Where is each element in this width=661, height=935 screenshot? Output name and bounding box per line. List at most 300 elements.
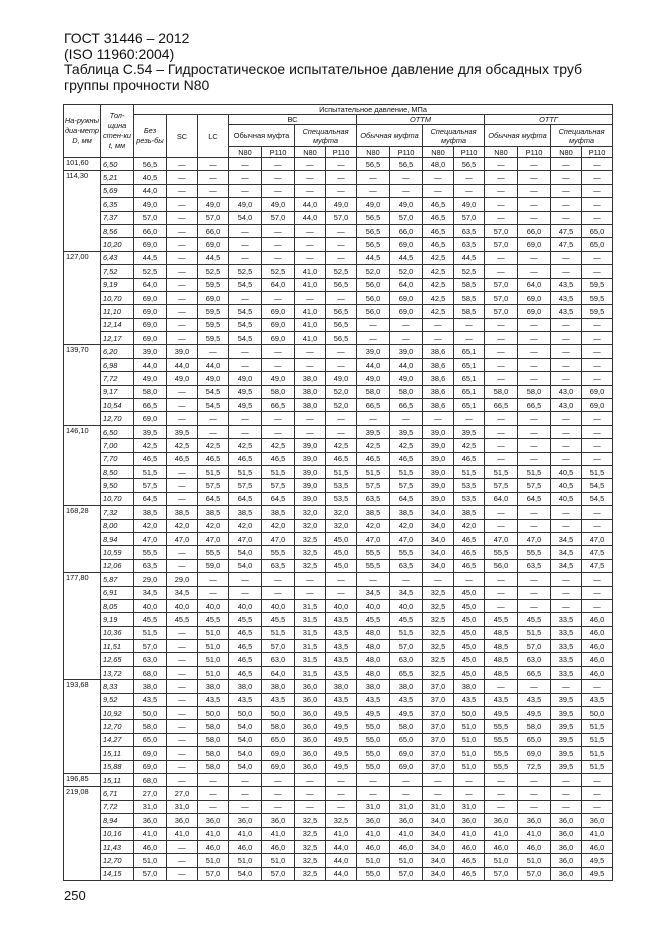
pressure-cell: — [485, 318, 518, 331]
header-ottm: ОТТМ [357, 115, 485, 125]
pressure-cell: — [295, 412, 326, 425]
pressure-cell: 59,5 [198, 305, 229, 318]
pressure-cell: — [262, 251, 295, 264]
wall-thickness-cell: 12,65 [101, 653, 134, 666]
pressure-cell: — [582, 519, 613, 532]
wall-thickness-cell: 7,00 [101, 439, 134, 452]
header-grade-n80: N80 [485, 147, 518, 158]
pressure-cell: 39,0 [390, 345, 423, 358]
pressure-cell: 51,5 [582, 733, 613, 746]
pressure-cell: — [551, 452, 582, 465]
header-ottg: ОТТГ [485, 115, 613, 125]
pressure-cell: 42,0 [229, 519, 262, 532]
pressure-cell: 56,5 [357, 158, 390, 171]
pressure-cell: 49,0 [262, 198, 295, 211]
pressure-cell: — [582, 599, 613, 612]
wall-thickness-cell: 7,70 [101, 452, 134, 465]
pressure-cell: 41,0 [198, 827, 229, 840]
header-grade-p110: P110 [390, 147, 423, 158]
table-row [64, 492, 613, 505]
pressure-cell: 45,5 [390, 613, 423, 626]
pressure-cell: 58,5 [454, 305, 485, 318]
pressure-cell: — [582, 412, 613, 425]
pressure-cell: 66,5 [518, 666, 551, 679]
wall-thickness-cell: 7,72 [101, 800, 134, 813]
pressure-cell: 55,5 [357, 546, 390, 559]
pressure-cell: 38,5 [198, 506, 229, 519]
pressure-cell: 42,0 [390, 519, 423, 532]
header-lc: LC [198, 115, 229, 158]
pressure-cell: 51,0 [454, 747, 485, 760]
pressure-cell: — [295, 586, 326, 599]
pressure-cell: 52,0 [357, 265, 390, 278]
pressure-cell: 32,5 [423, 640, 454, 653]
pressure-cell: 32,5 [295, 532, 326, 545]
wall-thickness-cell: 8,56 [101, 224, 134, 237]
pressure-cell: 31,0 [454, 800, 485, 813]
pressure-cell: 40,0 [167, 599, 198, 612]
pressure-cell: 45,0 [454, 640, 485, 653]
pressure-cell: 40,0 [198, 599, 229, 612]
pressure-cell: 51,0 [518, 854, 551, 867]
pressure-cell: — [167, 854, 198, 867]
pressure-cell: 69,0 [518, 291, 551, 304]
pressure-cell: — [167, 211, 198, 224]
pressure-cell: — [518, 318, 551, 331]
pressure-cell: — [229, 224, 262, 237]
pressure-cell: 39,5 [551, 707, 582, 720]
pressure-cell: 51,5 [582, 760, 613, 773]
pressure-cell: — [167, 224, 198, 237]
pressure-cell: — [551, 251, 582, 264]
header-bc-special: Специальная муфта [295, 125, 357, 147]
pressure-cell: — [485, 452, 518, 465]
pressure-cell: 40,0 [390, 599, 423, 612]
pressure-cell: 51,5 [518, 465, 551, 478]
pressure-cell: 43,5 [390, 693, 423, 706]
table-row [64, 626, 613, 639]
pressure-cell: — [262, 238, 295, 251]
pressure-cell: 47,0 [582, 532, 613, 545]
pressure-cell: — [551, 439, 582, 452]
pressure-cell: 51,0 [454, 733, 485, 746]
pressure-cell: — [167, 546, 198, 559]
pressure-cell: 59,5 [198, 318, 229, 331]
pressure-cell: — [518, 171, 551, 184]
pressure-cell: 49,5 [582, 854, 613, 867]
pressure-cell: 40,0 [326, 599, 357, 612]
pressure-cell: 56,5 [326, 332, 357, 345]
table-row [64, 399, 613, 412]
pressure-cell: 51,5 [134, 465, 167, 478]
pressure-cell: 36,0 [551, 827, 582, 840]
wall-thickness-cell: 8,50 [101, 465, 134, 478]
pressure-cell: — [167, 251, 198, 264]
pressure-cell: 37,0 [423, 693, 454, 706]
pressure-cell: 55,5 [518, 546, 551, 559]
table-row [64, 586, 613, 599]
pressure-cell: 36,0 [551, 854, 582, 867]
header-sc: SC [167, 115, 198, 158]
header-grade-p110: P110 [262, 147, 295, 158]
pressure-cell: 48,0 [357, 666, 390, 679]
outer-diameter-cell: 114,30 [64, 171, 101, 251]
pressure-cell: 46,5 [454, 532, 485, 545]
pressure-cell: 38,0 [295, 372, 326, 385]
pressure-cell: 56,0 [357, 291, 390, 304]
pressure-cell: 65,0 [518, 733, 551, 746]
pressure-cell: — [518, 198, 551, 211]
pressure-cell: 46,5 [229, 452, 262, 465]
pressure-cell: 33,5 [551, 653, 582, 666]
pressure-cell: 43,5 [262, 693, 295, 706]
pressure-cell: 57,0 [518, 640, 551, 653]
pressure-cell: — [295, 773, 326, 786]
pressure-cell: 63,5 [454, 238, 485, 251]
pressure-cell: 37,0 [423, 733, 454, 746]
pressure-cell: — [582, 265, 613, 278]
pressure-cell: 49,5 [326, 747, 357, 760]
table-row [64, 680, 613, 693]
pressure-cell: 38,0 [390, 680, 423, 693]
wall-thickness-cell: 6,50 [101, 158, 134, 171]
pressure-cell: 41,0 [295, 305, 326, 318]
pressure-cell: 41,0 [229, 827, 262, 840]
pressure-cell: 44,0 [326, 854, 357, 867]
pressure-cell: — [454, 171, 485, 184]
pressure-cell: 39,0 [423, 492, 454, 505]
outer-diameter-cell: 139,70 [64, 345, 101, 425]
pressure-cell: 43,0 [551, 399, 582, 412]
header-grade-n80: N80 [551, 147, 582, 158]
pressure-cell: 52,0 [390, 265, 423, 278]
pressure-cell: 57,0 [485, 224, 518, 237]
pressure-cell: 46,5 [262, 452, 295, 465]
wall-thickness-cell: 12,06 [101, 559, 134, 572]
pressure-cell: 34,0 [423, 814, 454, 827]
pressure-cell: — [551, 265, 582, 278]
pressure-cell: 44,0 [198, 358, 229, 371]
pressure-cell: 47,0 [390, 532, 423, 545]
pressure-cell: 32,5 [295, 840, 326, 853]
pressure-cell: 42,5 [357, 439, 390, 452]
pressure-cell: 41,0 [134, 827, 167, 840]
table-caption-cont: группы прочности N80 [64, 76, 210, 93]
outer-diameter-cell: 219,08 [64, 787, 101, 881]
pressure-cell: — [485, 332, 518, 345]
pressure-cell: 36,0 [485, 814, 518, 827]
pressure-cell: 51,0 [454, 720, 485, 733]
pressure-cell: — [423, 184, 454, 197]
pressure-cell: 39,0 [295, 439, 326, 452]
pressure-cell: 49,0 [326, 372, 357, 385]
pressure-cell: — [229, 573, 262, 586]
header-grade-n80: N80 [229, 147, 262, 158]
header-bc: ВС [229, 115, 357, 125]
pressure-cell: — [295, 573, 326, 586]
pressure-cell: — [582, 452, 613, 465]
pressure-cell: — [295, 171, 326, 184]
pressure-cell: 57,5 [390, 479, 423, 492]
pressure-cell: 56,5 [326, 278, 357, 291]
pressure-cell: — [167, 693, 198, 706]
pressure-cell: 53,5 [454, 492, 485, 505]
table-row [64, 787, 613, 800]
pressure-cell: — [167, 559, 198, 572]
table-row [64, 800, 613, 813]
pressure-cell: 49,0 [357, 198, 390, 211]
pressure-cell: — [518, 506, 551, 519]
pressure-cell: — [518, 573, 551, 586]
pressure-cell: 69,0 [262, 305, 295, 318]
pressure-cell: 58,0 [198, 760, 229, 773]
table-row [64, 733, 613, 746]
pressure-cell: 66,0 [134, 224, 167, 237]
pressure-cell: 47,0 [167, 532, 198, 545]
pressure-cell: 41,0 [390, 827, 423, 840]
pressure-cell: 39,5 [134, 425, 167, 438]
pressure-cell: — [518, 184, 551, 197]
pressure-cell: 32,0 [326, 506, 357, 519]
pressure-cell: 47,0 [518, 532, 551, 545]
pressure-cell: — [229, 238, 262, 251]
pressure-cell: 44,0 [326, 867, 357, 880]
pressure-cell: — [229, 787, 262, 800]
header-grade-p110: P110 [518, 147, 551, 158]
pressure-cell: 66,5 [357, 399, 390, 412]
pressure-cell: — [582, 251, 613, 264]
pressure-cell: 47,5 [551, 238, 582, 251]
pressure-cell: 43,5 [326, 666, 357, 679]
wall-thickness-cell: 11,51 [101, 640, 134, 653]
table-row [64, 332, 613, 345]
pressure-cell: 55,0 [357, 720, 390, 733]
pressure-cell: — [485, 412, 518, 425]
pressure-cell: — [262, 224, 295, 237]
pressure-cell: 42,5 [134, 439, 167, 452]
table-row [64, 412, 613, 425]
pressure-cell: 38,6 [423, 385, 454, 398]
pressure-cell: 54,5 [229, 318, 262, 331]
pressure-cell: — [229, 171, 262, 184]
pressure-cell: 56,5 [326, 305, 357, 318]
pressure-cell: — [262, 158, 295, 171]
wall-thickness-cell: 6,43 [101, 251, 134, 264]
pressure-cell: 42,5 [423, 265, 454, 278]
pressure-cell: 57,0 [390, 211, 423, 224]
pressure-cell: 65,1 [454, 358, 485, 371]
pressure-cell: 38,0 [229, 680, 262, 693]
pressure-cell: 46,5 [198, 452, 229, 465]
pressure-cell: 51,0 [134, 854, 167, 867]
pressure-cell: — [229, 251, 262, 264]
pressure-cell: — [326, 773, 357, 786]
pressure-cell: 52,0 [326, 385, 357, 398]
pressure-cell: 58,0 [262, 385, 295, 398]
wall-thickness-cell: 7,37 [101, 211, 134, 224]
table-row [64, 452, 613, 465]
pressure-cell: — [198, 184, 229, 197]
pressure-cell: 40,0 [262, 599, 295, 612]
pressure-cell: 41,0 [454, 827, 485, 840]
pressure-cell: 40,5 [551, 479, 582, 492]
wall-thickness-cell: 11,10 [101, 305, 134, 318]
pressure-cell: 44,0 [390, 358, 423, 371]
pressure-cell: 33,5 [551, 613, 582, 626]
pressure-cell: — [295, 238, 326, 251]
pressure-cell: 49,0 [326, 198, 357, 211]
pressure-cell: — [551, 372, 582, 385]
pressure-cell: — [551, 171, 582, 184]
wall-thickness-cell: 9,50 [101, 479, 134, 492]
wall-thickness-cell: 8,00 [101, 519, 134, 532]
pressure-cell: 65,0 [134, 733, 167, 746]
pressure-cell: — [454, 332, 485, 345]
pressure-cell: 51,5 [262, 626, 295, 639]
pressure-cell: 57,0 [485, 305, 518, 318]
wall-thickness-cell: 12,17 [101, 332, 134, 345]
wall-thickness-cell: 5,69 [101, 184, 134, 197]
pressure-cell: — [198, 412, 229, 425]
outer-diameter-cell: 127,00 [64, 251, 101, 345]
pressure-cell: 66,0 [518, 224, 551, 237]
wall-thickness-cell: 6,20 [101, 345, 134, 358]
pressure-cell: — [167, 399, 198, 412]
pressure-cell: 41,0 [326, 827, 357, 840]
pressure-cell: — [167, 653, 198, 666]
pressure-cell: — [518, 787, 551, 800]
pressure-cell: 56,5 [357, 211, 390, 224]
pressure-cell: 46,5 [326, 452, 357, 465]
pressure-cell: 59,5 [198, 332, 229, 345]
pressure-cell: — [390, 318, 423, 331]
wall-thickness-cell: 7,32 [101, 506, 134, 519]
pressure-cell: 41,0 [167, 827, 198, 840]
pressure-cell: — [357, 184, 390, 197]
table-row [64, 640, 613, 653]
pressure-cell: 38,0 [326, 680, 357, 693]
pressure-cell: — [518, 519, 551, 532]
pressure-cell: 51,0 [198, 854, 229, 867]
table-row [64, 224, 613, 237]
pressure-cell: 39,0 [134, 345, 167, 358]
pressure-cell: 56,5 [134, 158, 167, 171]
pressure-cell: — [357, 573, 390, 586]
pressure-cell: — [295, 224, 326, 237]
pressure-cell: 51,0 [198, 653, 229, 666]
pressure-cell: 45,5 [229, 613, 262, 626]
pressure-cell: 39,5 [167, 425, 198, 438]
pressure-cell: 66,5 [134, 399, 167, 412]
pressure-cell: 46,5 [454, 546, 485, 559]
pressure-cell: 49,5 [326, 760, 357, 773]
pressure-cell: 45,5 [485, 613, 518, 626]
table-row [64, 171, 613, 184]
pressure-cell: 51,0 [454, 760, 485, 773]
pressure-cell: — [390, 412, 423, 425]
pressure-cell: — [454, 787, 485, 800]
table-row [64, 278, 613, 291]
pressure-cell: 38,6 [423, 345, 454, 358]
pressure-cell: 65,1 [454, 372, 485, 385]
table-row [64, 720, 613, 733]
table-row [64, 305, 613, 318]
pressure-cell: 57,5 [485, 479, 518, 492]
pressure-cell: 55,0 [357, 867, 390, 880]
pressure-cell: 46,0 [390, 840, 423, 853]
pressure-cell: — [229, 586, 262, 599]
wall-thickness-cell: 14,15 [101, 867, 134, 880]
pressure-cell: 51,5 [390, 465, 423, 478]
pressure-cell: 45,5 [134, 613, 167, 626]
table-row [64, 559, 613, 572]
pressure-cell: 57,5 [262, 479, 295, 492]
pressure-cell: 51,0 [485, 854, 518, 867]
pressure-cell: 37,0 [423, 747, 454, 760]
pressure-cell: 44,0 [134, 184, 167, 197]
wall-thickness-cell: 12,14 [101, 318, 134, 331]
pressure-cell: 57,0 [262, 867, 295, 880]
table-row [64, 184, 613, 197]
pressure-cell: — [485, 773, 518, 786]
wall-thickness-cell: 14,27 [101, 733, 134, 746]
pressure-cell: 47,5 [582, 546, 613, 559]
pressure-cell: — [198, 586, 229, 599]
pressure-cell: — [485, 211, 518, 224]
pressure-cell: 65,0 [390, 733, 423, 746]
pressure-cell: 38,5 [167, 506, 198, 519]
pressure-cell: 55,0 [357, 760, 390, 773]
pressure-cell: 56,5 [390, 158, 423, 171]
pressure-cell: 50,0 [198, 707, 229, 720]
pressure-cell: 51,5 [326, 465, 357, 478]
pressure-cell: — [582, 332, 613, 345]
pressure-cell: 45,0 [326, 532, 357, 545]
pressure-cell: — [167, 640, 198, 653]
pressure-cell: 37,0 [423, 720, 454, 733]
pressure-cell: 39,0 [423, 439, 454, 452]
pressure-cell: — [167, 291, 198, 304]
pressure-cell: — [551, 184, 582, 197]
pressure-cell: — [485, 519, 518, 532]
table-row [64, 479, 613, 492]
pressure-cell: 51,5 [229, 465, 262, 478]
pressure-cell: — [582, 773, 613, 786]
pressure-cell: 42,0 [454, 519, 485, 532]
table-row [64, 439, 613, 452]
pressure-cell: 69,0 [134, 291, 167, 304]
pressure-cell: 51,0 [198, 666, 229, 679]
pressure-cell: 42,0 [198, 519, 229, 532]
pressure-cell: — [295, 158, 326, 171]
pressure-cell: 68,0 [134, 666, 167, 679]
pressure-cell: 44,0 [326, 840, 357, 853]
pressure-cell: — [262, 800, 295, 813]
pressure-cell: 46,0 [134, 840, 167, 853]
pressure-cell: — [390, 171, 423, 184]
pressure-cell: 45,5 [518, 613, 551, 626]
pressure-cell: — [326, 171, 357, 184]
pressure-cell: 38,6 [423, 372, 454, 385]
pressure-cell: 63,5 [518, 559, 551, 572]
pressure-cell: — [551, 573, 582, 586]
pressure-cell: — [582, 439, 613, 452]
pressure-cell: 36,0 [134, 814, 167, 827]
header-grade-n80: N80 [357, 147, 390, 158]
pressure-cell: 48,0 [357, 653, 390, 666]
pressure-cell: 45,5 [262, 613, 295, 626]
pressure-cell: 47,0 [229, 532, 262, 545]
